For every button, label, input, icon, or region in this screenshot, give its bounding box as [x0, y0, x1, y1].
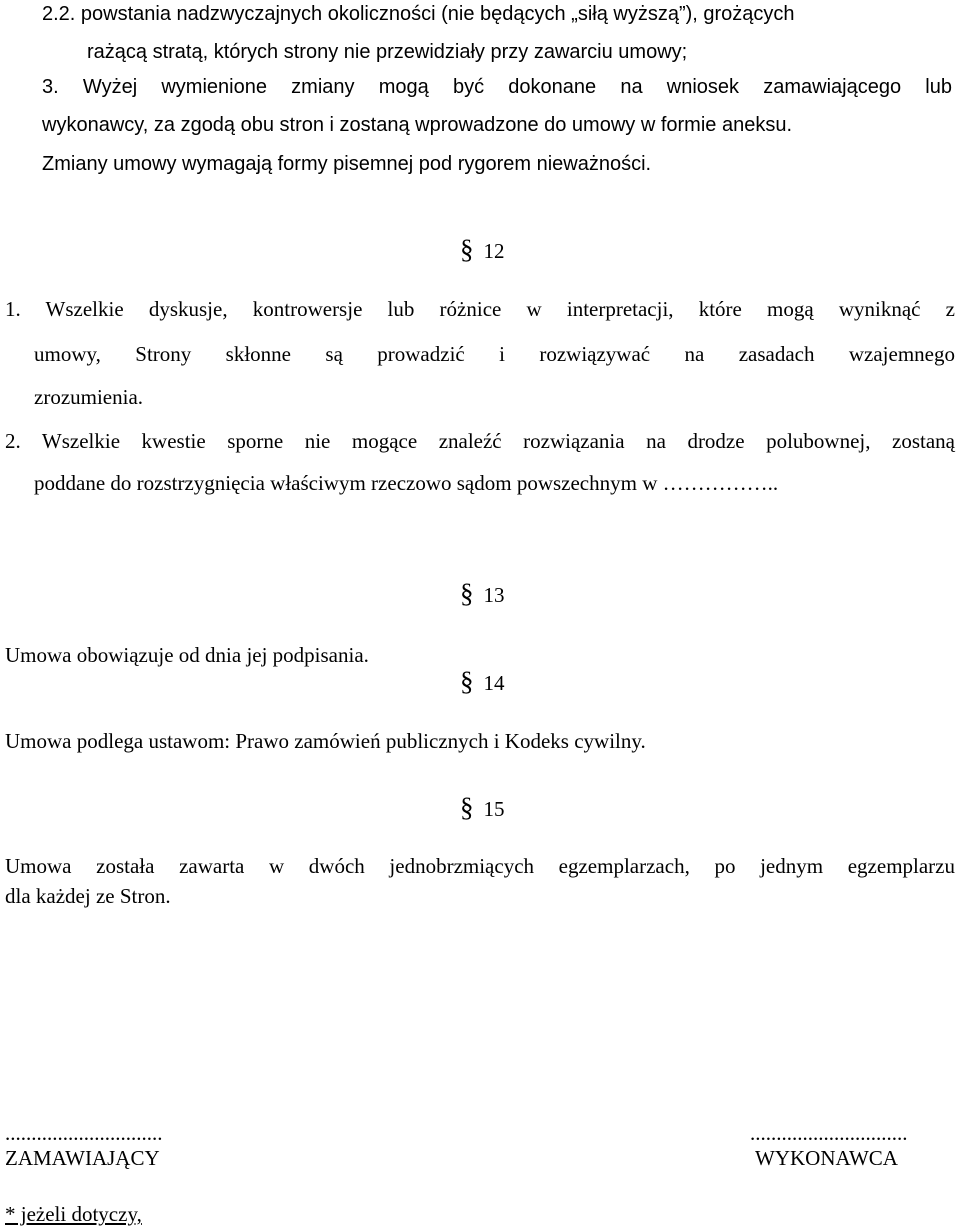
footnote: * jeżeli dotyczy,	[5, 1202, 142, 1226]
s12-p1-line3: zrozumienia.	[34, 385, 144, 409]
signature-line-left: ..............................	[5, 1121, 163, 1145]
section-mark: §	[460, 578, 474, 608]
s15-line1: Umowa została zawarta w dwóch jednobrzmiących egzemplarzach, po jednym egzemplarzu	[5, 854, 955, 878]
signature-label-right: WYKONAWCA	[755, 1146, 898, 1170]
section-13-heading	[460, 580, 505, 608]
s15-line2: dla każdej ze Stron.	[5, 884, 171, 908]
s12-p1-line2: umowy, Strony skłonne są prowadzić i rozwiązywać na zasadach wzajemnego	[34, 342, 955, 366]
section-mark: §	[460, 666, 474, 696]
section-14-heading	[460, 668, 505, 696]
item-2-2-line2: rażącą stratą, których strony nie przewidziały przy zawarciu umowy;	[87, 41, 688, 63]
section-mark: §	[460, 792, 474, 822]
section-15-heading	[460, 794, 505, 822]
section-number: 13	[483, 583, 505, 607]
item-3-line1: 3. Wyżej wymienione zmiany mogą być dokonane na wniosek zamawiającego lub	[42, 76, 952, 98]
item-3-line3: Zmiany umowy wymagają formy pisemnej pod rygorem nieważności.	[42, 153, 652, 175]
s13-text: Umowa obowiązuje od dnia jej podpisania.	[5, 643, 369, 667]
s14-text: Umowa podlega ustawom: Prawo zamówień publicznych i Kodeks cywilny.	[5, 729, 646, 753]
signature-line-right: ..............................	[750, 1121, 908, 1145]
s12-p2-line1: 2. Wszelkie kwestie sporne nie mogące znaleźć rozwiązania na drodze polubownej, zostaną	[5, 429, 955, 453]
item-2-2-line1: 2.2. powstania nadzwyczajnych okoliczności (nie będących „siłą wyższą”), grożących	[42, 3, 795, 25]
section-12-heading	[460, 236, 505, 264]
section-number: 14	[483, 671, 505, 695]
section-number: 12	[483, 239, 505, 263]
item-3-line2: wykonawcy, za zgodą obu stron i zostaną wprowadzone do umowy w formie aneksu.	[42, 114, 793, 136]
signature-label-left: ZAMAWIAJĄCY	[5, 1146, 160, 1170]
section-mark: §	[460, 234, 474, 264]
s12-p1-line1: 1. Wszelkie dyskusje, kontrowersje lub różnice w interpretacji, które mogą wyniknąć z	[5, 297, 955, 321]
section-number: 15	[483, 797, 505, 821]
s12-p2-line2: poddane do rozstrzygnięcia właściwym rzeczowo sądom powszechnym w ……………..	[34, 471, 779, 495]
